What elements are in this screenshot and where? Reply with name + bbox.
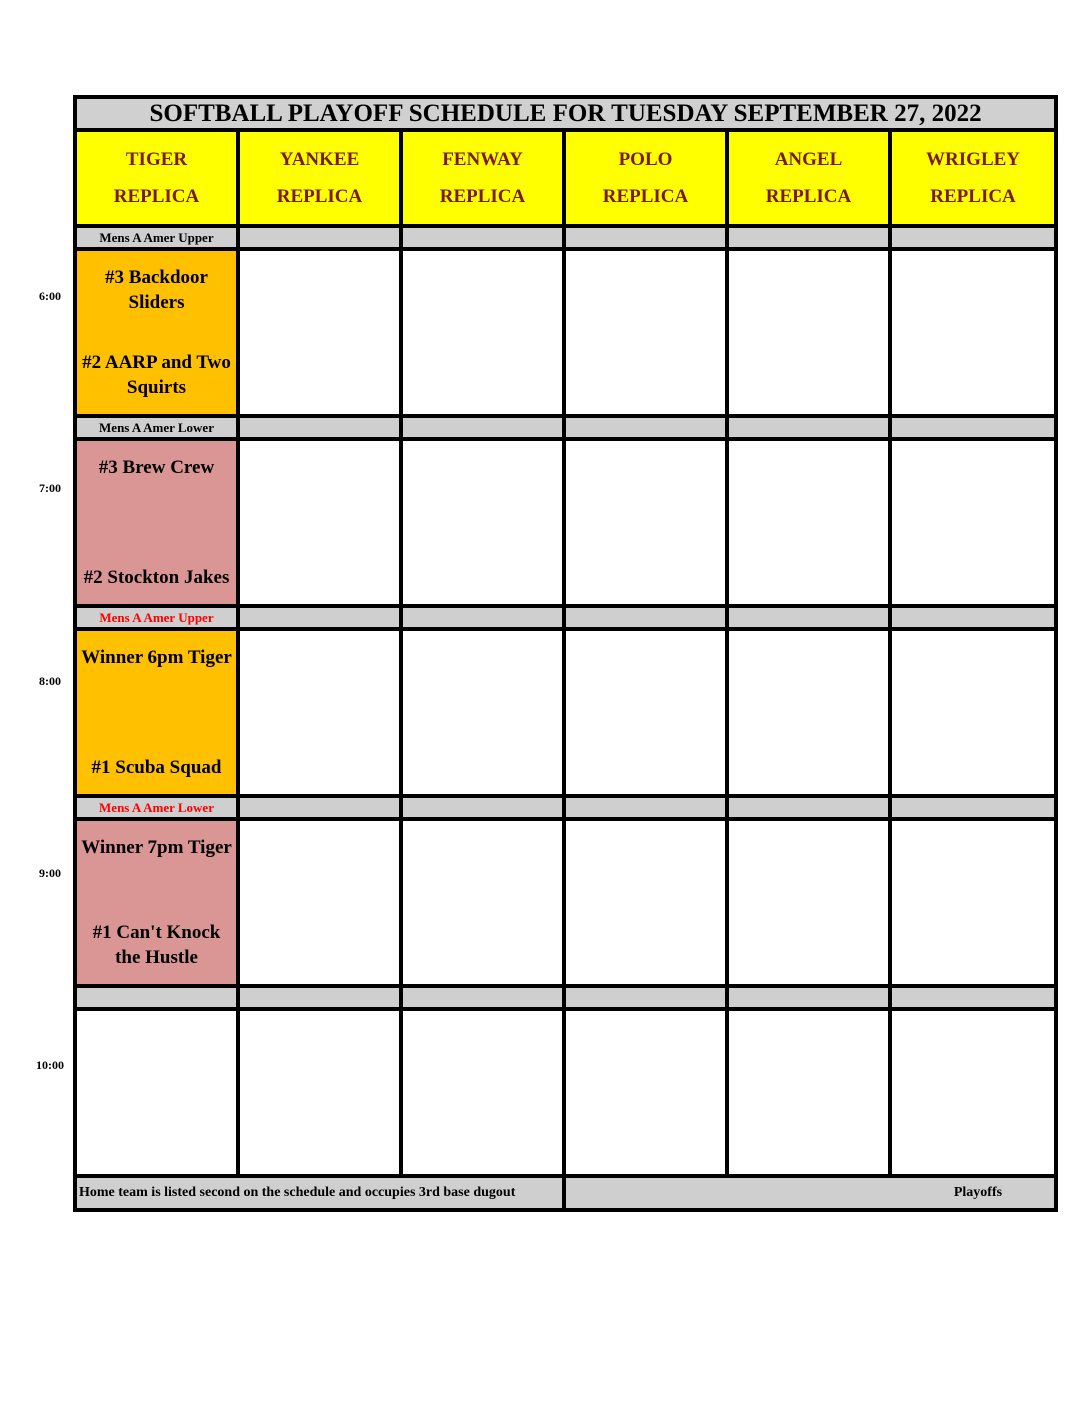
empty-cell xyxy=(890,249,1056,416)
division-blank xyxy=(564,796,727,819)
field-header-angel xyxy=(727,130,890,226)
division-blank xyxy=(564,986,727,1009)
division-label: Mens A Amer Lower xyxy=(75,796,238,819)
empty-cell xyxy=(238,819,401,986)
empty-cell xyxy=(401,629,564,796)
footer-note: Home team is listed second on the schedule and occupies 3rd base dugout xyxy=(75,1176,564,1210)
division-blank xyxy=(401,606,564,629)
field-header-polo xyxy=(564,130,727,226)
field-sub: REPLICA xyxy=(602,186,689,207)
empty-cell xyxy=(401,819,564,986)
empty-cell xyxy=(75,1009,238,1176)
division-label: Mens A Amer Upper xyxy=(75,226,238,249)
time-label-9pm: 9:00 xyxy=(39,866,61,880)
division-blank xyxy=(238,606,401,629)
empty-cell xyxy=(727,629,890,796)
division-blank xyxy=(564,226,727,249)
empty-cell xyxy=(564,629,727,796)
division-label: Mens A Amer Upper xyxy=(75,606,238,629)
away-team: Winner 7pm Tiger xyxy=(81,837,232,858)
field-sub: REPLICA xyxy=(113,186,200,207)
empty-cell xyxy=(564,819,727,986)
empty-cell xyxy=(564,439,727,606)
empty-cell xyxy=(727,819,890,986)
field-name: POLO xyxy=(618,149,673,170)
field-sub: REPLICA xyxy=(930,186,1016,207)
footer-label: Playoffs xyxy=(564,1176,1056,1210)
field-sub: REPLICA xyxy=(439,186,526,207)
time-label-6pm: 6:00 xyxy=(39,289,61,303)
field-header-tiger xyxy=(75,130,238,226)
empty-cell xyxy=(238,629,401,796)
empty-cell xyxy=(727,249,890,416)
division-blank xyxy=(890,226,1056,249)
field-name: WRIGLEY xyxy=(926,149,1021,170)
empty-cell xyxy=(401,1009,564,1176)
time-label-7pm: 7:00 xyxy=(39,481,61,495)
division-blank xyxy=(564,416,727,439)
division-blank xyxy=(238,416,401,439)
game-cell xyxy=(75,629,238,796)
division-blank xyxy=(727,226,890,249)
division-blank xyxy=(890,416,1056,439)
field-name: FENWAY xyxy=(442,149,523,170)
division-blank xyxy=(238,226,401,249)
division-blank xyxy=(727,606,890,629)
division-blank xyxy=(238,796,401,819)
empty-cell xyxy=(564,1009,727,1176)
away-team: #3 Backdoor Sliders xyxy=(105,267,208,313)
division-blank xyxy=(401,986,564,1009)
division-blank xyxy=(890,796,1056,819)
game-cell xyxy=(75,439,238,606)
empty-cell xyxy=(401,439,564,606)
page-title: SOFTBALL PLAYOFF SCHEDULE FOR TUESDAY SEPTEMBER 27, 2022 xyxy=(75,97,1056,130)
division-blank xyxy=(727,796,890,819)
home-team: #1 Scuba Squad xyxy=(91,757,222,778)
empty-cell xyxy=(238,249,401,416)
schedule-table xyxy=(73,95,1058,1212)
empty-cell xyxy=(564,249,727,416)
empty-cell xyxy=(890,439,1056,606)
time-label-10pm: 10:00 xyxy=(36,1058,64,1072)
game-cell xyxy=(75,819,238,986)
empty-cell xyxy=(238,1009,401,1176)
home-team: #2 Stockton Jakes xyxy=(83,567,230,588)
field-name: ANGEL xyxy=(774,149,843,170)
game-cell xyxy=(75,249,238,416)
field-header-fenway xyxy=(401,130,564,226)
home-team: #2 AARP and Two Squirts xyxy=(82,352,231,398)
field-name: YANKEE xyxy=(279,149,360,170)
empty-cell xyxy=(890,629,1056,796)
division-blank xyxy=(890,986,1056,1009)
division-blank xyxy=(727,416,890,439)
empty-cell xyxy=(727,1009,890,1176)
away-team: #3 Brew Crew xyxy=(98,457,215,478)
away-team: Winner 6pm Tiger xyxy=(81,647,232,668)
division-blank xyxy=(564,606,727,629)
field-name: TIGER xyxy=(125,149,188,170)
time-label-8pm: 8:00 xyxy=(39,674,61,688)
schedule-sheet xyxy=(73,95,1054,1212)
empty-cell xyxy=(238,439,401,606)
division-blank xyxy=(75,986,238,1009)
field-sub: REPLICA xyxy=(276,186,363,207)
empty-cell xyxy=(727,439,890,606)
empty-cell xyxy=(401,249,564,416)
empty-cell xyxy=(890,1009,1056,1176)
field-sub: REPLICA xyxy=(765,186,852,207)
division-blank xyxy=(890,606,1056,629)
home-team: #1 Can't Knock the Hustle xyxy=(92,922,221,968)
division-blank xyxy=(238,986,401,1009)
field-header-yankee xyxy=(238,130,401,226)
division-blank xyxy=(401,796,564,819)
division-blank xyxy=(727,986,890,1009)
division-blank xyxy=(401,416,564,439)
division-blank xyxy=(401,226,564,249)
field-header-wrigley xyxy=(890,130,1056,226)
empty-cell xyxy=(890,819,1056,986)
division-label: Mens A Amer Lower xyxy=(75,416,238,439)
